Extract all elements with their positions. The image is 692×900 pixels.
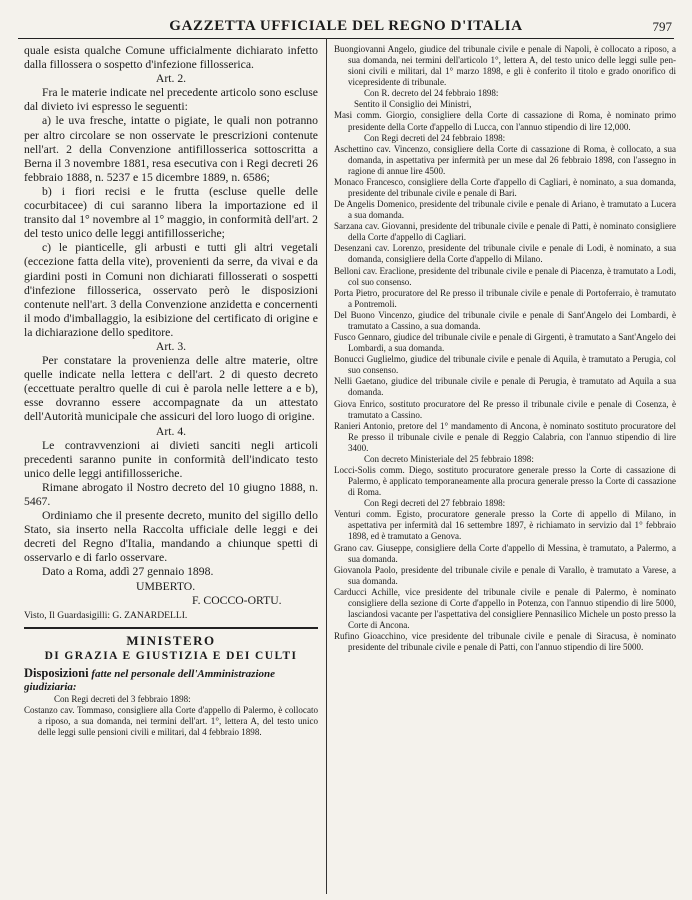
entry-buongiovanni: Buongiovanni Angelo, giudice del tribunale civile e penale di Napoli, è collocato a riposo, a sua domanda, nei termini dell'articolo 1°, lettera A, del testo unico delle leggi sulle pensioni civili e militari, dal 1° marzo 1898, e gli è conferito il titolo e grado onorifico di vicepresidente di tribunale.	[334, 44, 676, 88]
entry-bonucci: Bonucci Guglielmo, giudice del tribunale civile e penale di Aquila, è tramutato a Perugia, col suo consenso.	[334, 354, 676, 376]
entry-desenzani: Desenzani cav. Lorenzo, presidente del tribunale civile e penale di Lodi, è nominato, a sua domanda, consigliere della Corte d'appello di Milano.	[334, 243, 676, 265]
disposizioni-heading	[24, 667, 318, 694]
sentito-consiglio: Sentito il Consiglio dei Ministri,	[354, 99, 472, 110]
entry-monaco: Monaco Francesco, consigliere della Corte d'appello di Cagliari, è nominato, a sua domanda, presidente del tribunale civile e penale di Bari.	[334, 176, 676, 199]
page-header	[18, 16, 674, 39]
entry-aschettino: Aschettino cav. Vincenzo, consigliere della Corte di cassazione di Roma, è collocato, a sua domanda, in aspettativa per infermità per un mese dal 26 febbraio 1898, con l'assegno in ragione di annue lire 4500.	[334, 143, 676, 176]
decree-date-27feb: Con Regi decreti del 27 febbraio 1898:	[364, 498, 506, 509]
intro-paragraph: quale esista qualche Comune ufficialmente dichiarato infetto dalla fillossera o sospetto d'infezione fillosserica.	[24, 44, 318, 72]
entry-costanzo: Costanzo cav. Tommaso, consigliere alla Corte d'appello di Palermo, è collocato a riposo, a sua domanda, nei termini dell'art. 1°, lettera A, del testo unico delle leggi sulle pensioni civili e militari, dal 4 febbraio 1898.	[24, 704, 318, 737]
signature-cocco-ortu: F. COCCO-ORTU.	[192, 593, 282, 607]
entry-porta: Porta Pietro, procuratore del Re presso il tribunale civile e penale di Portoferraio, è tramutato a Pontremoli.	[334, 287, 676, 309]
entry-locci: Locci-Solis comm. Diego, sostituto procuratore generale presso la Corte di cassazione di Palermo, è applicato temporaneamente alla procura generale presso la Corte di cassazione di Roma.	[334, 464, 676, 498]
ordiniamo-text: Ordiniamo che il presente decreto, munito del sigillo dello Stato, sia inserto nella Raccolta ufficiale delle leggi e dei decreti del Regno d'Italia, mandando a chiunque spetti di osservarlo e di farlo osservare.	[24, 509, 318, 565]
abrogation-text: Rimane abrogato il Nostro decreto del 10 giugno 1888, n. 5467.	[24, 480, 318, 508]
dato-a-roma: Dato a Roma, addì 27 gennaio 1898.	[42, 565, 214, 579]
ministry-subtitle: DI GRAZIA E GIUSTIZIA E DEI CULTI	[44, 649, 298, 662]
entry-nelli: Nelli Gaetano, giudice del tribunale civile e penale di Perugia, è tramutato ad Aquila a sua domanda.	[334, 376, 676, 398]
column-divider	[326, 38, 327, 894]
entry-deangelis: De Angelis Domenico, presidente del tribunale civile e penale di Ariano, è tramutato a Lucera a sua domanda.	[334, 199, 676, 221]
article-4-text: Le contravvenzioni ai divieti sanciti negli articoli precedenti saranno punite in conformità dell'indicato testo unico delle leggi antifillosseriche.	[24, 438, 318, 480]
ministry-title: MINISTERO	[126, 632, 216, 648]
entry-grano: Grano cav. Giuseppe, consigliere della Corte d'appello di Messina, è tramutato, a Palermo, a sua domanda.	[334, 542, 676, 564]
visto-guardasigilli: Visto, Il Guardasigilli: G. ZANARDELLI.	[24, 609, 188, 621]
entry-rufino: Rufino Gioacchino, vice presidente del tribunale civile e penale di Siracusa, è nominato presidente del tribunale civile e penale di Patti, con l'annuo stipendio di lire 5000.	[334, 631, 676, 653]
entry-giova: Giova Enrico, sostituto procuratore del Re presso il tribunale civile e penale di Cosenza, è tramutato a Cassino.	[334, 398, 676, 420]
entry-delbuono: Del Buono Vincenzo, giudice del tribunale civile e penale di Sant'Angelo dei Lombardi, è tramutato a Cassino, a sua domanda.	[334, 309, 676, 331]
left-column	[24, 44, 318, 738]
article-2-intro: Fra le materie indicate nel precedente articolo sono escluse dal divieto ivi espresso le seguenti:	[24, 86, 318, 114]
disposizioni-subtitle: fatte nel personale dell'Amministrazione giudiziaria:	[24, 667, 276, 693]
article-2-item-a: a) le uva fresche, intatte o pigiate, le quali non potranno per altro circolare se non osservate le prescrizioni contenute nell'art. 2 della Convenzione antifillosserica sottoscritta a Berna il 3 novembre 1881, resa esecutiva con i Regi decreti 26 febbraio 1888, n. 5237 e 15 dicembre 1889, n. 6586;	[24, 114, 318, 184]
entry-masi: Masi comm. Giorgio, consigliere della Corte di cassazione di Roma, è nominato primo presidente della Corte d'appello di Lucca, con l'annuo stipendio di lire 12,000.	[334, 110, 676, 132]
signature-umberto: UMBERTO.	[136, 579, 196, 593]
entry-belloni: Belloni cav. Eraclione, presidente del tribunale civile e penale di Piacenza, è tramutato a Lodi, col suo consenso.	[334, 265, 676, 287]
article-2-heading: Art. 2.	[155, 72, 187, 86]
decree-date-3feb: Con Regi decreti del 3 febbraio 1898:	[54, 693, 191, 704]
gazette-title: GAZZETTA UFFICIALE DEL REGNO D'ITALIA	[169, 18, 523, 34]
entry-giovanola: Giovanola Paolo, presidente del tribunale civile e penale di Varallo, è tramutato a Varese, a sua domanda.	[334, 564, 676, 586]
page-number: 797	[652, 19, 672, 34]
article-2-item-b: b) i fiori recisi e le frutta (escluse quelle delle cocurbitacee) di cui saranno libera la importazione ed il transito dal 1° novembre al 1° maggio, in conformità dell'art. 2 del testo unico delle leggi antifillosseriche;	[24, 184, 318, 241]
section-separator	[24, 627, 318, 629]
entry-ranieri: Ranieri Antonio, pretore del 1° mandamento di Ancona, è nominato sostituto procuratore del Re presso il tribunale civile e penale di Reggio Calabria, con l'annuo stipendio di lire 3400.	[334, 420, 676, 453]
right-column	[334, 44, 676, 653]
entry-fusco: Fusco Gennaro, giudice del tribunale civile e penale di Girgenti, è tramutato a Sant'Angelo dei Lombardi, a sua domanda.	[334, 332, 676, 354]
decree-date-24feb-b: Con Regi decreti del 24 febbraio 1898:	[364, 132, 506, 143]
entry-sarzana: Sarzana cav. Giovanni, presidente del tribunale civile e penale di Patti, è nominato consigliere della Corte d'appello di Cagliari.	[334, 221, 676, 243]
article-3-text: Per constatare la provenienza delle altre materie, oltre quelle indicate nella lettera c dell'art. 2 di questo decreto (eccettuate peraltro quelle di cui è parola nelle lettere a e b), esse dovranno essere accompagnate da un attestato dell'Autorità municipale che assicuri del loro luogo di origine.	[24, 354, 318, 424]
article-2-item-c: c) le pianticelle, gli arbusti e tutti gli altri vegetali (eccezione fatta della vite), provenienti da serre, da vivai e da giardini posti in Comuni non dichiarati fillosserati o sospetti d'infezione fillosserica, osservato però le disposizioni contenute nell'art. 3 della Convenzione anzidetta e concernenti il modo d'imballaggio, la esibizione del certificato di origine e la dichiarazione dello speditore.	[24, 241, 318, 339]
decree-date-25feb: Con decreto Ministeriale del 25 febbraio 1898:	[364, 453, 534, 464]
decree-date-24feb: Con R. decreto del 24 febbraio 1898:	[364, 88, 499, 99]
entry-venturi: Venturi comm. Egisto, procuratore generale presso la Corte di appello di Milano, in aspettativa per infermità dal 16 settembre 1897, è richiamato in servizio dal 1° febbraio 1898, ed è tramutato a Genova.	[334, 509, 676, 542]
article-3-heading: Art. 3.	[155, 339, 187, 353]
entry-carducci: Carducci Achille, vice presidente del tribunale civile e penale di Palermo, è nominato consigliere della sezione di Corte d'appello in Potenza, con l'annuo stipendio di lire 5000, lasciandosi vacante per l'aspettativa del consigliere Pennasilico Michele un posto presso la Corte di Ancona.	[334, 586, 676, 631]
article-4-heading: Art. 4.	[155, 424, 187, 438]
disposizioni-label: Disposizioni	[24, 665, 89, 680]
